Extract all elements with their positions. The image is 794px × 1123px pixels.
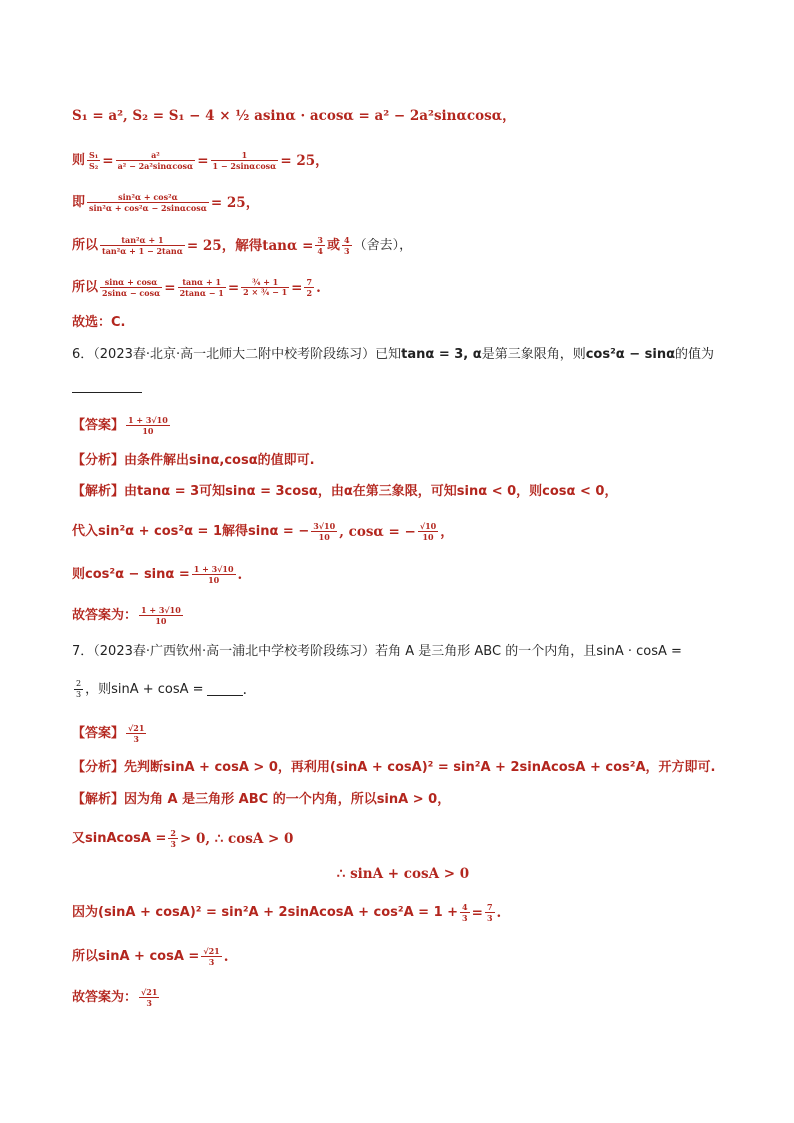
q7-analysis: 【分析】 先判断sinA + cosA > 0，再利用(sinA + cosA)² = sin²A + 2sinAcosA + cos²A，开方即可. [72,760,716,775]
q7-answer-blank [207,683,243,696]
q7-step-2: 又sinAcosA = $\frac{2}{3}$ > 0, ∴ cosA > 0 [72,828,294,849]
q6-analysis: 【分析】 由条件解出sinα,cosα的值即可. [72,453,315,468]
prev-line-2: 则 $\frac{\text{S₁}}{\text{S₂}}$ = $\frac{\text{a²}}{\text{a² − 2a²sinαcosα}}$ = $\frac{1}{1 - 2\sin\alpha\cos\alpha}$ = 25， [72,150,329,171]
prev-line-3: 即 $\frac{\text{sin²α + cos²α}}{\text{sin²α + cos²α − 2sinαcosα}}$ = 25， [72,192,260,213]
q6-result: 则cos²α − sinα = $\frac{1 + 3√10}{10}$ . [72,564,243,585]
q7-step-4: 因为(sinA + cosA)² = sin²A + 2sinAcosA + cos²A = 1 + $\frac{4}{3}$ = $\frac{7}{3}$ . [72,902,502,923]
q7-step-3: ∴ sinA + cosA > 0 [336,866,470,882]
q6-solution: 【解析】 由tanα = 3可知sinα = 3cosα，由α在第三象限，可知sinα < 0，则cosα < 0， [72,484,618,499]
q7-answer: 【答案】 $\frac{√21}{3}$ [72,723,145,744]
q6-substitution: 代入sin²α + cos²α = 1解得sinα = − $\frac{3√10}{10}$ , cosα = − $\frac{√10}{10}$ ， [72,521,454,542]
prev-line-4: 所以 $\frac{\text{tan²α + 1}}{\text{tan²α + 1 − 2tanα}}$ = 25，解得tanα = $\frac{3}{4}$ 或 $\frac{4}{3}$ （舍去）， [72,235,413,256]
q7-step-5: 所以sinA + cosA = $\frac{√21}{3}$ . [72,946,229,967]
q7-final: 故答案为： $\frac{√21}{3}$ [72,987,158,1008]
prev-choice: 故选：C. [72,315,126,330]
q6-answer: 【答案】 $\frac{1 + 3√10}{10}$ [72,415,168,436]
q6-answer-blank [72,380,142,393]
q7-stem: 7．（2023春·广西钦州·高一浦北中学校考阶段练习）若角 A 是三角形 ABC 的一个内角，且sinA · cosA = [72,644,682,659]
q6-stem: 6．（2023春·北京·高一北师大二附中校考阶段练习）已知 tanα = 3, α 是第三象限角，则 cos²α − sinα 的值为 [72,347,715,362]
prev-line-1: S₁ = a², S₂ = S₁ − 4 × ½ asinα · acosα = a² − 2a²sinαcosα， [72,108,516,124]
q6-blank-line [72,380,734,393]
q7-stem-line2: $\frac{2}{3}$ ，则sinA + cosA = . [76,679,247,699]
q7-solution: 【解析】 因为角 A 是三角形 ABC 的一个内角，所以sinA > 0， [72,792,451,807]
prev-line-5: 所以 $\frac{\sin\alpha + \cos\alpha}{2\sin\alpha - \cos\alpha}$ = $\frac{\tan\alpha + 1}{2\tan\alpha - 1}$ = $\frac{\text{¾ + 1}}{\text{2 × ¾ − 1}}$ = $\frac{7}{2}$ . [72,277,321,298]
q6-final: 故答案为： $\frac{1 + 3√10}{10}$ [72,605,181,626]
